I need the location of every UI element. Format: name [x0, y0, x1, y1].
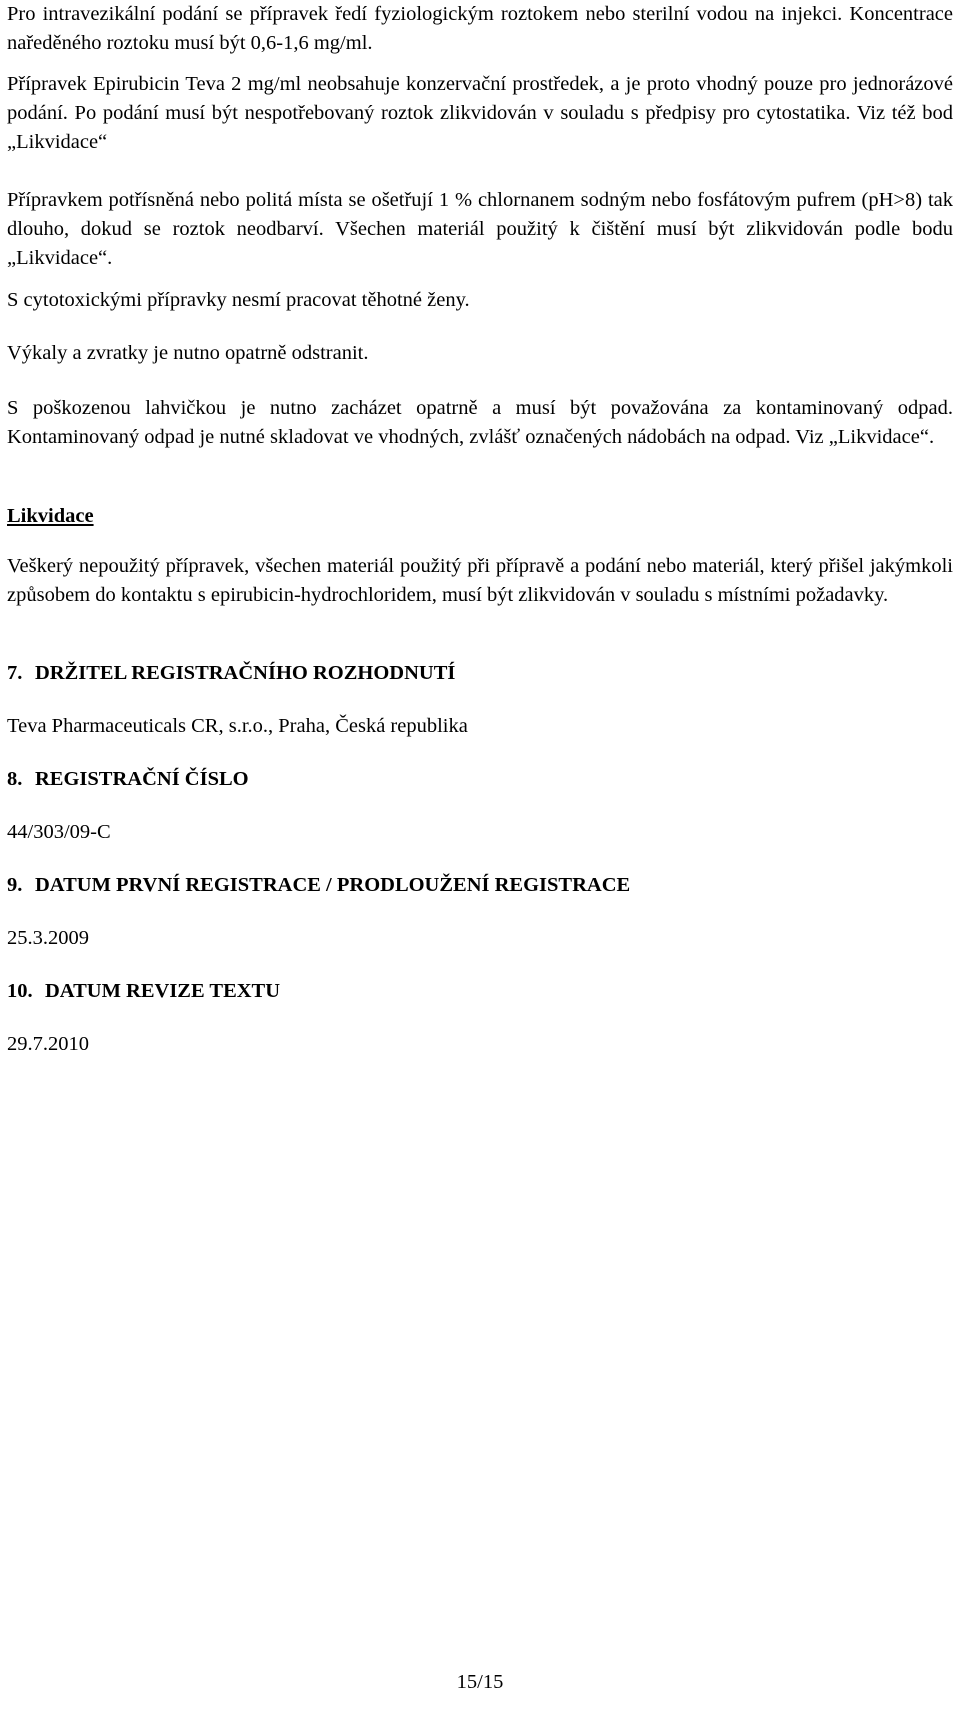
section-10-number: 10.: [7, 980, 33, 1002]
section-7-number: 7.: [7, 662, 23, 684]
paragraph-preservative: Přípravek Epirubicin Teva 2 mg/ml neobsahuje konzervační prostředek, a je proto vhodný pouze pro jednorázové podání. Po podání musí být nespotřebovaný roztok zlikvidován v souladu s předpisy pro cytostatika. Viz též bod „Likvidace“: [7, 73, 953, 153]
paragraph-pregnancy: S cytotoxickými přípravky nesmí pracovat těhotné ženy.: [7, 289, 470, 311]
section-7-title: DRŽITEL REGISTRAČNÍHO ROZHODNUTÍ: [35, 662, 456, 684]
paragraph-spill-treatment: Přípravkem potřísněná nebo politá místa se ošetřují 1 % chlornanem sodným nebo fosfátovým pufrem (pH>8) tak dlouho, dokud se roztok neodbarví. Všechen materiál použitý k čištění musí být zlikvidován podle bodu „Likvidace“.: [7, 189, 953, 269]
paragraph-disposal: Veškerý nepoužitý přípravek, všechen materiál použitý při přípravě a podání nebo materiál, který přišel jakýmkoli způsobem do kontaktu s epirubicin-hydrochloridem, musí být zlikvidován v souladu s místními požadavky.: [7, 555, 953, 606]
section-10-heading: [7, 977, 280, 1006]
likvidace-heading: Likvidace: [7, 505, 94, 527]
section-9-number: 9.: [7, 874, 23, 896]
section-8-heading: [7, 765, 249, 794]
section-10-title: DATUM REVIZE TEXTU: [45, 980, 281, 1002]
section-10-content: 29.7.2010: [7, 1033, 89, 1055]
section-9-content: 25.3.2009: [7, 927, 89, 949]
document-page: [7, 0, 953, 1717]
section-9-title: DATUM PRVNÍ REGISTRACE / PRODLOUŽENÍ REGISTRACE: [35, 874, 631, 896]
section-7-heading: [7, 659, 455, 688]
section-9-heading: [7, 871, 630, 900]
paragraph-excreta: Výkaly a zvratky je nutno opatrně odstranit.: [7, 342, 369, 364]
section-8-number: 8.: [7, 768, 23, 790]
paragraph-dilution: Pro intravezikální podání se přípravek ředí fyziologickým roztokem nebo sterilní vodou na injekci. Koncentrace naředěného roztoku musí být 0,6-1,6 mg/ml.: [7, 3, 953, 54]
paragraph-damaged-vial: S poškozenou lahvičkou je nutno zacházet opatrně a musí být považována za kontaminovaný odpad. Kontaminovaný odpad je nutné skladovat ve vhodných, zvlášť označených nádobách na odpad. Viz „Likvidace“.: [7, 397, 953, 448]
section-7-content: Teva Pharmaceuticals CR, s.r.o., Praha, Česká republika: [7, 715, 468, 737]
page-number: 15/15: [456, 1671, 504, 1693]
section-8-title: REGISTRAČNÍ ČÍSLO: [35, 768, 249, 790]
section-8-content: 44/303/09-C: [7, 821, 111, 843]
